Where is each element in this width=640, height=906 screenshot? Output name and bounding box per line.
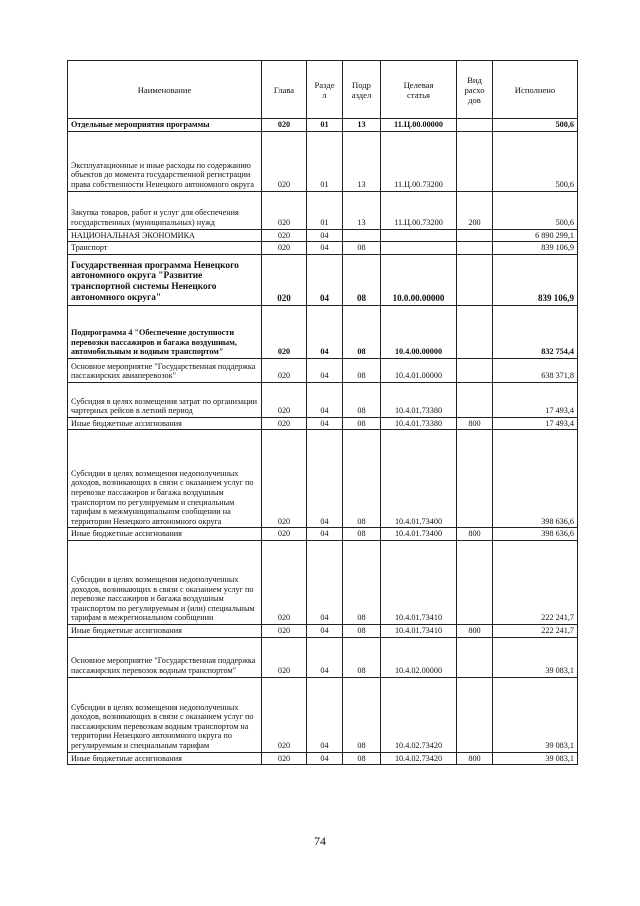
budget-table (67, 60, 578, 765)
row-vid (457, 254, 493, 305)
row-amount: 222 241,7 (493, 540, 578, 624)
row-amount: 398 636,6 (493, 430, 578, 528)
row-glava: 020 (262, 305, 307, 358)
row-name: Иные бюджетные ассигнования (68, 528, 262, 541)
row-glava: 020 (262, 191, 307, 229)
row-amount: 17 493,4 (493, 382, 578, 417)
table-row (68, 191, 578, 229)
row-target (381, 229, 457, 242)
row-podrazdel (343, 229, 381, 242)
row-razdel: 04 (307, 358, 343, 382)
row-razdel: 04 (307, 254, 343, 305)
row-glava: 020 (262, 752, 307, 765)
table-header-row (68, 61, 578, 119)
row-razdel: 04 (307, 752, 343, 765)
row-glava: 020 (262, 119, 307, 132)
header-vid: Вид расхо дов (457, 61, 493, 119)
row-glava: 020 (262, 677, 307, 752)
table-row (68, 677, 578, 752)
table-row (68, 382, 578, 417)
row-target: 10.4.01.73410 (381, 624, 457, 637)
row-glava: 020 (262, 229, 307, 242)
row-amount: 39 083,1 (493, 637, 578, 677)
row-target: 10.4.01.73410 (381, 540, 457, 624)
header-name: Наименование (68, 61, 262, 119)
row-vid (457, 131, 493, 191)
row-podrazdel: 08 (343, 752, 381, 765)
row-vid (457, 430, 493, 528)
row-razdel: 04 (307, 229, 343, 242)
page-number: 74 (314, 834, 326, 848)
table-row (68, 624, 578, 637)
header-glava: Глава (262, 61, 307, 119)
row-name: Основное мероприятие "Государственная поддержка пассажирских авиаперевозок" (68, 358, 262, 382)
row-target: 10.4.02.73420 (381, 752, 457, 765)
table-row (68, 229, 578, 242)
row-glava: 020 (262, 624, 307, 637)
row-amount: 500,6 (493, 191, 578, 229)
row-target: 10.0.00.00000 (381, 254, 457, 305)
row-podrazdel: 08 (343, 358, 381, 382)
row-glava: 020 (262, 540, 307, 624)
row-amount: 39 083,1 (493, 677, 578, 752)
row-glava: 020 (262, 528, 307, 541)
table-row (68, 528, 578, 541)
row-name: Основное мероприятие "Государственная поддержка пассажирских перевозок водным транспортом" (68, 637, 262, 677)
table-row (68, 752, 578, 765)
row-name: Субсидия в целях возмещения затрат по организации чартерных рейсов в летний период (68, 382, 262, 417)
header-ispolneno: Исполнено (493, 61, 578, 119)
row-target: 10.4.01.73380 (381, 382, 457, 417)
row-name: Иные бюджетные ассигнования (68, 752, 262, 765)
row-target: 10.4.01.73380 (381, 417, 457, 430)
row-vid (457, 677, 493, 752)
row-razdel: 04 (307, 677, 343, 752)
row-name: НАЦИОНАЛЬНАЯ ЭКОНОМИКА (68, 229, 262, 242)
row-razdel: 04 (307, 305, 343, 358)
row-podrazdel: 08 (343, 624, 381, 637)
header-target: Целевая статья (381, 61, 457, 119)
table-row (68, 242, 578, 255)
row-target: 10.4.02.00000 (381, 637, 457, 677)
table-row (68, 637, 578, 677)
row-name: Иные бюджетные ассигнования (68, 417, 262, 430)
table-row (68, 254, 578, 305)
row-razdel: 04 (307, 528, 343, 541)
row-target: 10.4.00.00000 (381, 305, 457, 358)
row-podrazdel: 08 (343, 382, 381, 417)
row-target: 11.Ц.00.00000 (381, 119, 457, 132)
row-amount: 39 083,1 (493, 752, 578, 765)
row-target: 10.4.01.73400 (381, 528, 457, 541)
row-podrazdel: 13 (343, 131, 381, 191)
row-podrazdel: 13 (343, 119, 381, 132)
header-razdel: Разде л (307, 61, 343, 119)
row-vid: 200 (457, 191, 493, 229)
table-row (68, 305, 578, 358)
row-glava: 020 (262, 242, 307, 255)
row-razdel: 01 (307, 131, 343, 191)
row-name: Иные бюджетные ассигнования (68, 624, 262, 637)
row-amount: 6 890 299,1 (493, 229, 578, 242)
row-podrazdel: 08 (343, 242, 381, 255)
row-podrazdel: 08 (343, 430, 381, 528)
row-target: 10.4.02.73420 (381, 677, 457, 752)
row-glava: 020 (262, 131, 307, 191)
row-target (381, 242, 457, 255)
row-amount: 398 636,6 (493, 528, 578, 541)
row-amount: 638 371,8 (493, 358, 578, 382)
table-row (68, 131, 578, 191)
row-name: Закупка товаров, работ и услуг для обеспечения государственных (муниципальных) нужд (68, 191, 262, 229)
row-razdel: 04 (307, 430, 343, 528)
row-name: Субсидии в целях возмещения недополученных доходов, возникающих в связи с оказанием услуг по пассажирским перевозкам водным транспортом на территории Ненецкого автономного округа по регулируемым и специальным тарифам (68, 677, 262, 752)
row-name: Отдельные мероприятия программы (68, 119, 262, 132)
row-vid: 800 (457, 752, 493, 765)
row-vid (457, 358, 493, 382)
row-vid (457, 637, 493, 677)
row-name: Эксплуатационные и иные расходы по содержанию объектов до момента государственной регистрации права собственности Ненецкого автономного округа (68, 131, 262, 191)
header-podrazdel: Подр аздел (343, 61, 381, 119)
row-glava: 020 (262, 430, 307, 528)
row-razdel: 04 (307, 624, 343, 637)
row-target: 10.4.01.73400 (381, 430, 457, 528)
row-vid (457, 382, 493, 417)
row-vid: 800 (457, 528, 493, 541)
row-podrazdel: 08 (343, 677, 381, 752)
row-vid (457, 119, 493, 132)
row-amount: 839 106,9 (493, 242, 578, 255)
row-podrazdel: 08 (343, 540, 381, 624)
row-razdel: 01 (307, 191, 343, 229)
row-target: 10.4.01.00000 (381, 358, 457, 382)
row-razdel: 04 (307, 417, 343, 430)
row-glava: 020 (262, 637, 307, 677)
row-vid (457, 305, 493, 358)
table-row (68, 119, 578, 132)
table-row (68, 430, 578, 528)
row-podrazdel: 08 (343, 254, 381, 305)
row-name: Субсидии в целях возмещения недополученных доходов, возникающих в связи с оказанием услуг по перевозке пассажиров и багажа воздушным транспортом по регулируемым и (или) специальным тарифам в межрегиональном сообщении (68, 540, 262, 624)
row-razdel: 01 (307, 119, 343, 132)
row-glava: 020 (262, 417, 307, 430)
table-row (68, 417, 578, 430)
row-vid (457, 229, 493, 242)
row-amount: 832 754,4 (493, 305, 578, 358)
row-podrazdel: 08 (343, 417, 381, 430)
row-razdel: 04 (307, 382, 343, 417)
row-amount: 222 241,7 (493, 624, 578, 637)
row-name: Транспорт (68, 242, 262, 255)
row-razdel: 04 (307, 242, 343, 255)
row-podrazdel: 08 (343, 305, 381, 358)
row-razdel: 04 (307, 637, 343, 677)
row-glava: 020 (262, 254, 307, 305)
row-amount: 839 106,9 (493, 254, 578, 305)
row-name: Государственная программа Ненецкого автономного округа "Развитие транспортной системы Ненецкого автономного округа" (68, 254, 262, 305)
row-target: 11.Ц.00.73200 (381, 131, 457, 191)
row-vid (457, 242, 493, 255)
row-amount: 500,6 (493, 131, 578, 191)
row-glava: 020 (262, 382, 307, 417)
table-row (68, 540, 578, 624)
row-podrazdel: 08 (343, 528, 381, 541)
row-amount: 500,6 (493, 119, 578, 132)
row-podrazdel: 08 (343, 637, 381, 677)
row-vid: 800 (457, 417, 493, 430)
row-glava: 020 (262, 358, 307, 382)
row-target: 11.Ц.00.73200 (381, 191, 457, 229)
row-amount: 17 493,4 (493, 417, 578, 430)
table-body (68, 119, 578, 765)
table-row (68, 358, 578, 382)
row-podrazdel: 13 (343, 191, 381, 229)
row-vid (457, 540, 493, 624)
row-name: Подпрограмма 4 "Обеспечение доступности перевозки пассажиров и багажа воздушным, автомобильным и водным транспортом" (68, 305, 262, 358)
row-vid: 800 (457, 624, 493, 637)
row-name: Субсидии в целях возмещения недополученных доходов, возникающих в связи с оказанием услуг по перевозке пассажиров и багажа воздушным транспортом по регулируемым и специальным тарифам в межмуниципальном сообщении на территории Ненецкого автономного округа (68, 430, 262, 528)
row-razdel: 04 (307, 540, 343, 624)
